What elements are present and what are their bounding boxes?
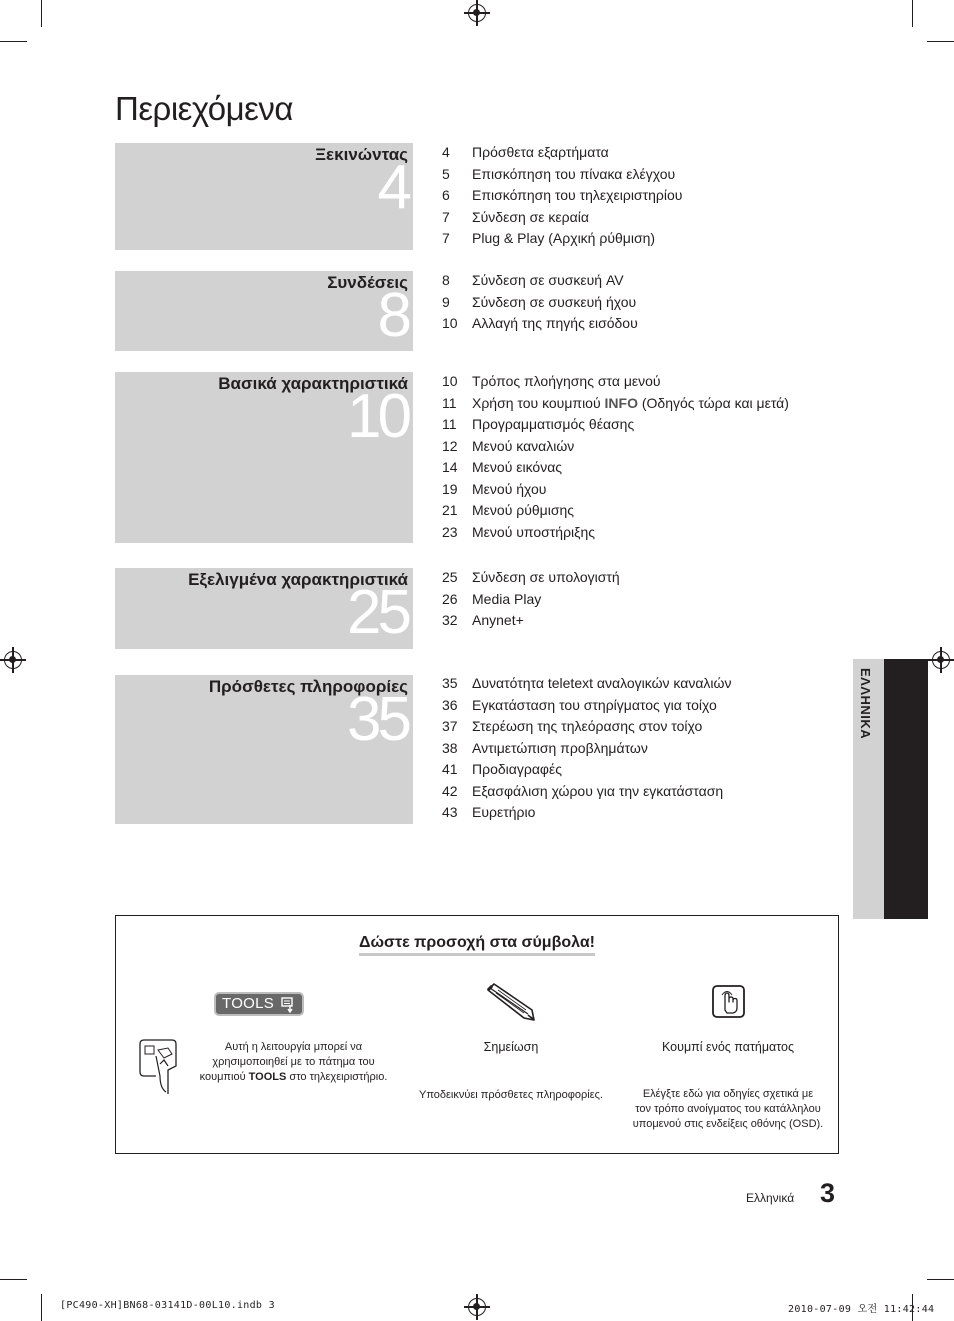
toc-item[interactable] <box>442 761 842 783</box>
toc-label: Προγραμματισμός θέασης <box>472 416 635 432</box>
symbols-legend-box <box>115 915 839 1154</box>
toc-list-getting-started <box>442 144 842 252</box>
crop-mark <box>927 41 954 42</box>
toc-item[interactable] <box>442 209 842 231</box>
tools-badge <box>214 992 304 1016</box>
section-title[interactable]: Πρόσθετες πληροφορίες <box>208 677 408 696</box>
toc-page: 14 <box>442 459 458 475</box>
toc-label-part: Χρήση του κουμπιού <box>472 394 605 411</box>
toc-page: 10 <box>442 373 458 389</box>
section-title[interactable]: Βασικά χαρακτηριστικά <box>218 374 408 393</box>
toc-page: 41 <box>442 761 458 777</box>
toc-item[interactable] <box>442 144 842 166</box>
crop-mark <box>41 0 42 27</box>
toc-item[interactable] <box>442 438 842 460</box>
toc-item[interactable] <box>442 612 842 634</box>
toc-label: Σύνδεση σε συσκευή ήχου <box>472 293 637 310</box>
toc-item[interactable] <box>442 187 842 209</box>
toc-label: Plug & Play (Αρχική ρύθμιση) <box>472 230 656 246</box>
toc-page: 19 <box>442 480 458 497</box>
toc-list-connections <box>442 272 842 337</box>
print-slug-left: [PC490-XH]BN68-03141D-00L10.indb 3 <box>60 1300 275 1311</box>
toc-label: Σύνδεση σε κεραία <box>472 208 589 225</box>
toc-item[interactable] <box>442 697 842 719</box>
toc-label: Τρόπος πλοήγησης στα μενού <box>472 373 661 389</box>
toc-page: 32 <box>442 612 458 628</box>
toc-label: Media Play <box>472 590 542 607</box>
toc-page: 36 <box>442 696 458 713</box>
footer-language: Ελληνικά <box>746 1191 795 1205</box>
crop-mark <box>0 41 27 42</box>
toc-label: Δυνατότητα teletext αναλογικών καναλιών <box>472 675 732 691</box>
tools-description <box>186 1040 401 1085</box>
toc-page: 8 <box>442 272 450 288</box>
toc-label: Μενού υποστήριξης <box>472 523 595 540</box>
toc-label: Ευρετήριο <box>472 804 536 820</box>
symbols-title-text: Δώστε προσοχή στα σύμβολα! <box>359 934 595 956</box>
section-box-advanced-features <box>115 568 413 649</box>
toc-item[interactable] <box>442 373 842 395</box>
toc-page: 12 <box>442 437 458 454</box>
toc-label: Anynet+ <box>472 612 524 628</box>
toc-label: Σύνδεση σε υπολογιστή <box>472 569 620 585</box>
crop-mark <box>0 1279 27 1280</box>
toc-item[interactable] <box>442 502 842 524</box>
toc-label: Αλλαγή της πηγής εισόδου <box>472 315 638 331</box>
toc-label: Αντιμετώπιση προβλημάτων <box>472 739 648 756</box>
toc-page: 4 <box>442 144 450 160</box>
toc-page: 38 <box>442 739 458 756</box>
toc-list-basic-features <box>442 373 842 545</box>
toc-page: 11 <box>442 394 457 411</box>
toc-label: Επισκόπηση του τηλεχειριστηρίου <box>472 187 683 203</box>
toc-list-other-information <box>442 675 842 826</box>
toc-label-part: (Οδηγός τώρα και μετά) <box>637 394 789 411</box>
toc-item[interactable] <box>442 230 842 252</box>
info-button-label: INFO <box>604 394 638 411</box>
toc-page: 25 <box>442 569 458 585</box>
toc-item[interactable] <box>442 804 842 826</box>
footer-page-number: 3 <box>820 1178 836 1208</box>
toc-page: 21 <box>442 502 458 518</box>
one-touch-description-line: Ελέγξτε εδώ για οδηγίες σχετικά με <box>642 1088 814 1100</box>
toc-page: 7 <box>442 230 450 246</box>
registration-mark-icon <box>932 651 950 669</box>
toc-page: 23 <box>442 523 458 540</box>
tools-description-part: στο τηλεχειριστήριο. <box>286 1071 388 1083</box>
toc-page: 10 <box>442 315 458 331</box>
toc-item[interactable] <box>442 740 842 762</box>
toc-item[interactable] <box>442 569 842 591</box>
section-box-connections <box>115 271 413 351</box>
note-label: Σημείωση <box>483 1040 539 1054</box>
section-title[interactable]: Εξελιγμένα χαρακτηριστικά <box>188 570 408 589</box>
crop-mark <box>912 0 913 27</box>
section-box-other-information <box>115 675 413 824</box>
toc-page: 35 <box>442 675 458 691</box>
toc-label <box>472 395 842 417</box>
toc-item[interactable] <box>442 675 842 697</box>
toc-item[interactable] <box>442 783 842 805</box>
toc-item[interactable] <box>442 272 842 294</box>
tools-badge-label: TOOLS <box>222 995 275 1012</box>
tools-description-line <box>186 1070 401 1085</box>
finger-press-icon <box>711 984 747 1020</box>
toc-label: Μενού εικόνας <box>472 459 563 475</box>
tools-description-line: Αυτή η λειτουργία μπορεί να <box>224 1041 363 1053</box>
toc-label: Εξασφάλιση χώρου για την εγκατάσταση <box>472 782 724 799</box>
toc-item[interactable] <box>442 459 842 481</box>
toc-item[interactable] <box>442 718 842 740</box>
toc-label: Προδιαγραφές <box>472 761 562 777</box>
toc-label: Μενού ήχου <box>472 480 547 497</box>
section-title[interactable]: Συνδέσεις <box>327 273 408 292</box>
section-box-getting-started <box>115 143 413 250</box>
toc-list-advanced-features <box>442 569 842 634</box>
toc-item[interactable] <box>442 166 842 188</box>
toc-page: 11 <box>442 416 457 432</box>
toc-page: 26 <box>442 590 458 607</box>
tools-description-highlight: TOOLS <box>248 1071 287 1083</box>
section-number: 25 <box>347 578 408 647</box>
toc-page: 7 <box>442 208 450 225</box>
registration-mark-icon <box>4 651 22 669</box>
print-slug-right: 2010-07-09 오전 11:42:44 <box>788 1304 935 1315</box>
toc-page: 42 <box>442 782 458 799</box>
toc-item[interactable] <box>442 591 842 613</box>
registration-mark-icon <box>468 1298 486 1316</box>
toc-label: Σύνδεση σε συσκευή AV <box>472 272 624 288</box>
section-number: 8 <box>377 281 408 350</box>
language-tab-block <box>884 659 928 919</box>
symbols-title <box>116 934 838 952</box>
section-number: 4 <box>377 153 408 222</box>
toc-label: Στερέωση της τηλεόρασης στον τοίχο <box>472 718 703 734</box>
one-touch-description-line: τον τρόπο ανοίγματος του κατάλληλου <box>635 1103 821 1115</box>
tools-hand-icon <box>281 997 297 1013</box>
section-title[interactable]: Ξεκινώντας <box>315 145 408 164</box>
tools-description-line: χρησιμοποιηθεί με το πάτημα του <box>212 1056 375 1068</box>
toc-label: Εγκατάσταση του στηρίγματος για τοίχο <box>472 696 717 713</box>
toc-item[interactable] <box>442 416 842 438</box>
one-touch-label: Κουμπί ενός πατήματος <box>661 1040 795 1054</box>
toc-item[interactable] <box>442 481 842 503</box>
section-box-basic-features <box>115 372 413 543</box>
registration-mark-icon <box>468 4 486 22</box>
language-tab-label: ΕΛΛΗΝΙΚΑ <box>858 668 873 740</box>
toc-label: Επισκόπηση του πίνακα ελέγχου <box>472 165 676 182</box>
toc-page: 43 <box>442 804 458 820</box>
toc-item[interactable] <box>442 315 842 337</box>
pencil-icon <box>482 980 538 1024</box>
toc-item[interactable] <box>442 294 842 316</box>
section-number: 10 <box>347 382 408 451</box>
toc-page: 5 <box>442 165 450 182</box>
one-touch-description-line: υπομενού στις ενδείξεις οθόνης (OSD). <box>632 1118 824 1130</box>
note-description: Υποδεικνύει πρόσθετες πληροφορίες. <box>419 1089 603 1101</box>
tools-description-part: κουμπιού <box>199 1071 249 1083</box>
section-number: 35 <box>347 685 408 754</box>
toc-page: 6 <box>442 187 450 203</box>
toc-label: Πρόσθετα εξαρτήματα <box>472 144 609 160</box>
toc-page: 9 <box>442 293 450 310</box>
toc-label: Μενού καναλιών <box>472 437 575 454</box>
crop-mark <box>41 1294 42 1321</box>
crop-mark <box>927 1279 954 1280</box>
remote-hand-icon <box>138 1036 182 1096</box>
page-title: Περιεχόμενα <box>115 90 293 127</box>
toc-page: 37 <box>442 718 458 734</box>
toc-item[interactable] <box>442 524 842 546</box>
toc-label: Μενού ρύθμισης <box>472 502 574 518</box>
one-touch-description <box>618 1087 838 1132</box>
toc-item[interactable] <box>442 395 842 417</box>
